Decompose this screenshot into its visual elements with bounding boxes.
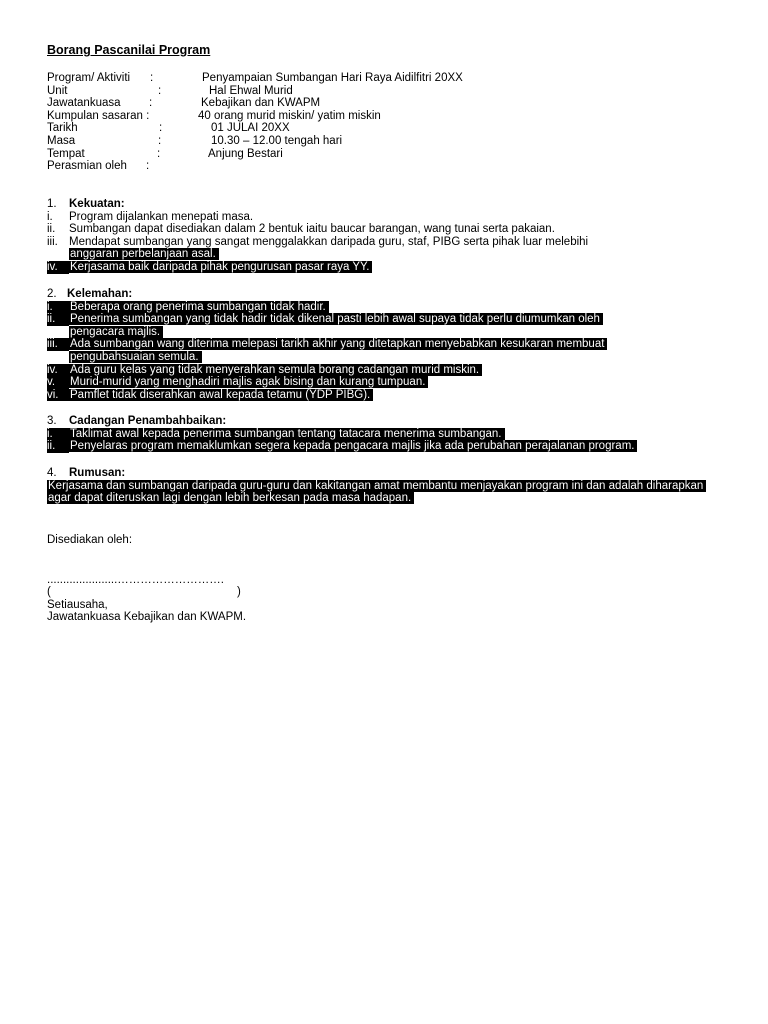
info-label: Unit [47, 84, 68, 97]
form-title: Borang Pascanilai Program [47, 43, 211, 57]
info-label: Jawatankuasa [47, 97, 121, 110]
rumusan-line: Kerjasama dan sumbangan daripada guru-guru dan kakitangan amat membantu menjayakan program ini dan adalah diharapkan [47, 480, 706, 492]
item-marker: iii. [47, 235, 58, 248]
section-rumusan [47, 467, 717, 505]
list-item [47, 364, 717, 377]
item-marker: ii. [47, 223, 56, 236]
section-number: 1. [47, 198, 57, 210]
item-text-highlighted: Penyelaras program memaklumkan segera kepada pengacara majlis jika ada perubahan perajalanan program. [69, 440, 637, 452]
info-value: 40 orang murid miskin/ yatim miskin [198, 109, 381, 122]
info-colon: : [146, 160, 150, 173]
list-item [47, 261, 717, 274]
list-item [47, 440, 717, 453]
list-item [47, 376, 717, 389]
info-label: Program/ Aktiviti [47, 72, 131, 84]
signer-committee: Jawatankuasa Kebajikan dan KWAPM. [47, 611, 247, 623]
info-colon: : [159, 122, 163, 135]
item-text: Program dijalankan menepati masa. [69, 210, 254, 223]
section-title: Kelemahan: [67, 288, 133, 300]
info-label: Masa [47, 134, 76, 147]
section-title: Cadangan Penambahbaikan: [69, 415, 227, 427]
prepared-by-label: Disediakan oleh: [47, 534, 133, 546]
section-number: 3. [47, 415, 57, 427]
item-text-highlighted: Taklimat awal kepada penerima sumbangan tentang tatacara menerima sumbangan. [69, 428, 505, 440]
item-text-highlighted: pengacara majlis. [69, 326, 163, 338]
rumusan-line: agar dapat diteruskan lagi dengan lebih berkesan pada masa hadapan. [47, 492, 414, 504]
info-value: 10.30 – 12.00 tengah hari [211, 134, 343, 147]
info-row-tempat [47, 148, 647, 161]
info-label: Tarikh [47, 122, 78, 135]
list-item [47, 211, 717, 224]
info-colon: : [149, 97, 153, 110]
item-text-highlighted: Pamflet tidak diserahkan awal kepada tetamu (YDP PIBG). [69, 389, 373, 401]
info-row-unit [47, 85, 647, 98]
info-value: Hal Ehwal Murid [209, 84, 293, 97]
item-marker: ii. [47, 313, 69, 326]
item-marker: i. [47, 301, 69, 314]
item-text-highlighted: Ada sumbangan wang diterima melepasi tarikh akhir yang ditetapkan menyebabkan kesukaran membuat [69, 338, 607, 350]
signature-name-parens [47, 586, 447, 599]
list-item [47, 389, 717, 402]
info-row-jawatankuasa [47, 97, 647, 110]
program-info [47, 72, 647, 173]
section-heading [47, 467, 717, 480]
item-text-highlighted: anggaran perbelanjaan asal. [69, 248, 219, 260]
item-text-highlighted: pengubahsuaian semula. [69, 351, 202, 363]
section-title: Rumusan: [69, 467, 126, 479]
list-item [47, 313, 717, 338]
info-label: Kumpulan sasaran : [47, 109, 150, 122]
section-cadangan [47, 415, 717, 453]
info-colon: : [158, 134, 162, 147]
info-value: Anjung Bestari [208, 147, 283, 160]
item-marker: iii. [47, 338, 69, 351]
list-item [47, 236, 717, 261]
info-row-program [47, 72, 647, 85]
item-text: Sumbangan dapat disediakan dalam 2 bentuk iaitu baucar barangan, wang tunai serta pakaian. [69, 223, 555, 236]
info-colon: : [150, 72, 154, 84]
item-text-highlighted: Kerjasama baik daripada pihak pengurusan pasar raya YY. [69, 261, 372, 273]
info-label: Perasmian oleh [47, 160, 127, 173]
item-marker: iv. [47, 261, 69, 274]
section-heading [47, 415, 717, 428]
list-item [47, 301, 717, 314]
info-colon: : [158, 84, 162, 97]
item-marker: i. [47, 428, 69, 441]
item-marker: i. [47, 210, 53, 223]
section-kelemahan [47, 288, 717, 401]
section-kekuatan [47, 198, 717, 274]
paren-close: ) [237, 586, 241, 598]
section-number: 2. [47, 288, 57, 300]
info-row-perasmian [47, 160, 647, 173]
item-text-highlighted: Murid-murid yang menghadiri majlis agak bising dan kurang tumpuan. [69, 376, 428, 388]
info-row-masa [47, 135, 647, 148]
item-marker: v. [47, 376, 69, 389]
list-item [47, 223, 717, 236]
section-number: 4. [47, 467, 57, 479]
section-heading [47, 198, 717, 211]
info-value: 01 JULAI 20XX [211, 122, 290, 135]
signature-line: ......................………………………. [47, 574, 224, 586]
paren-open: ( [47, 586, 51, 598]
info-row-kumpulan [47, 110, 647, 123]
item-text-highlighted: Penerima sumbangan yang tidak hadir tidak dikenal pasti lebih awal supaya tidak perlu diumumkan oleh [69, 313, 603, 325]
item-text-highlighted: Ada guru kelas yang tidak menyerahkan semula borang cadangan murid miskin. [69, 364, 482, 376]
section-heading [47, 288, 717, 301]
item-text-highlighted: Beberapa orang penerima sumbangan tidak hadir. [69, 301, 329, 313]
info-row-tarikh [47, 122, 647, 135]
info-value: Kebajikan dan KWAPM [201, 97, 321, 110]
info-value: Penyampaian Sumbangan Hari Raya Aidilfitri 20XX [202, 72, 463, 84]
list-item [47, 428, 717, 441]
info-label: Tempat [47, 147, 85, 160]
item-marker: iv. [47, 364, 69, 377]
list-item [47, 338, 717, 363]
item-marker: ii. [47, 440, 69, 453]
item-text: Mendapat sumbangan yang sangat menggalakkan daripada guru, staf, PIBG serta pihak luar melebihi [69, 235, 589, 248]
item-marker: vi. [47, 389, 69, 402]
signer-role: Setiausaha, [47, 599, 108, 611]
rumusan-text [47, 480, 717, 505]
section-title: Kekuatan: [69, 198, 125, 210]
info-colon: : [157, 147, 161, 160]
